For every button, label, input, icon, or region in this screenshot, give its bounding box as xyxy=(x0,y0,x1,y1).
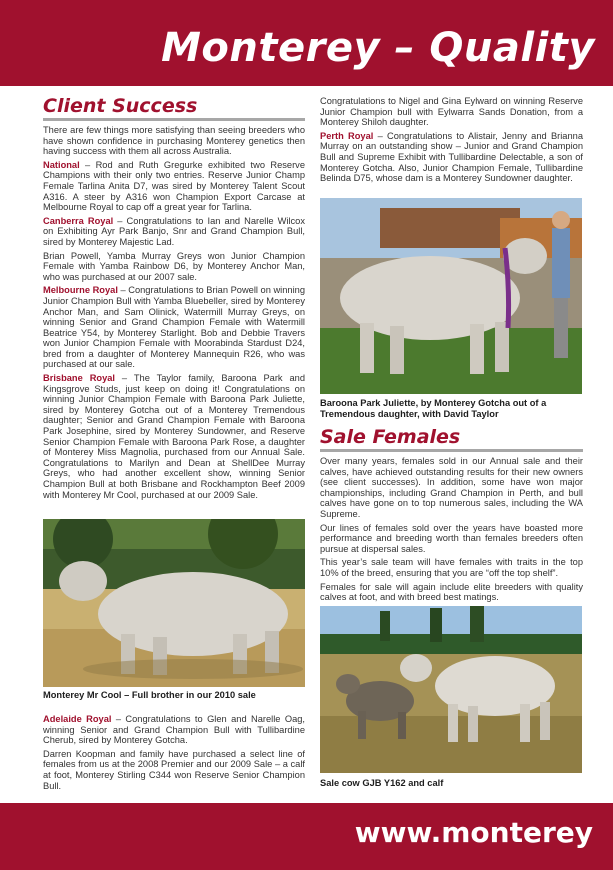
nigel-paragraph: Congratulations to Nigel and Gina Eylward on winning Reserve Junior Champion bull with Eylwarra Sands Donation, from a Monterey Shiloh daughter. xyxy=(320,96,583,128)
national-label: National xyxy=(43,159,80,170)
cow-calf-photo xyxy=(320,606,582,773)
juliette-photo xyxy=(320,198,582,394)
adelaide-label: Adelaide Royal xyxy=(43,714,112,724)
sale-paragraph-3: This year’s sale team will have females with traits in the top 10% of the breed, ensuring that you are “off the top shelf”. xyxy=(320,557,583,578)
cow-calf-photo-caption: Sale cow GJB Y162 and calf xyxy=(320,778,444,788)
sale-paragraph-4: Females for sale will again include elite breeders with quality calves at foot, and with breed best matings. xyxy=(320,581,583,603)
bull-photo xyxy=(43,519,305,687)
brian-paragraph: Brian Powell, Yamba Murray Greys won Junior Champion Female with Yamba Rainbow D6, by Monterey Anchor Man, who was purchased at our 2007 sale. xyxy=(43,250,305,282)
national-text: – Rod and Ruth Gregurke exhibited two Reserve Champions with their only two entries. Reserve Junior Champ Female Tarlina Anita D7, was sired by Monterey Talent Scout A316. A steer by A316 won Champion Export Carcase at Melbourne Royal to cap off a great year for Tarlina. xyxy=(43,159,305,213)
sale-paragraph-2: Our lines of females sold over the years have boasted more performance and breeding worth than females breeders often pursue at dispersal sales. xyxy=(320,522,583,554)
canberra-text: – Congratulations to Ian and Narelle Wilcox on Exhibiting Ayr Park Banjo, Snr and Grand Champion Bull, sired by Monterey Majestic Lad. xyxy=(43,215,305,247)
brisbane-label: Brisbane Royal xyxy=(43,373,116,384)
melbourne-label: Melbourne Royal xyxy=(43,285,118,296)
bull-photo-caption: Monterey Mr Cool – Full brother in our 2010 sale xyxy=(43,690,256,700)
adelaide-paragraph xyxy=(43,714,305,746)
sale-paragraph-1: Over many years, females sold in our Annual sale and their calves, have achieved outstanding results for their new owners (see client successes). In addition, some have won major championships, including Grand Champion in Perth, and bull calves have gone on to top numerous sales, including the WA Supreme. xyxy=(320,456,583,519)
brisbane-text: – The Taylor family, Baroona Park and Kingsgrove Studs, just keep on doing it! Congratulations on winning Junior Champion Female with Baroona Park Juliette, sired by Monterey Gotcha out of a Monterey Tremendous daughter; Senior and Grand Champion Female with Baroona Park Josephine, sired by Monterey Sundowner, and Reserve Senior Champion Female with Baroona Park Rose, a daughter of Monterey Miss Magnolia, purchased from our Annual Sale. Congratulations to Marilyn and Dean at ShellDee Murray Greys, who had another excellent show, winning Senior Champion Bull at both Brisbane and Rockhampton Beef 2009 with Monterey Mr Cool, purchased at our 2009 Sale. xyxy=(43,373,305,500)
national-paragraph xyxy=(43,160,305,213)
melbourne-paragraph xyxy=(43,285,305,370)
perth-label: Perth Royal xyxy=(320,130,374,141)
intro-paragraph: There are few things more satisfying than seeing breeders who have shown confidence in purchasing Monterey genetics then having success with them all across Australia. xyxy=(43,125,305,157)
brisbane-paragraph xyxy=(43,373,305,500)
canberra-label: Canberra Royal xyxy=(43,215,114,226)
right-column-top xyxy=(320,96,583,187)
sale-females-section xyxy=(320,426,583,606)
header-banner xyxy=(0,0,613,86)
canberra-paragraph xyxy=(43,216,305,248)
website-url[interactable]: www.monterey xyxy=(354,816,593,849)
juliette-photo-caption: Baroona Park Juliette, by Monterey Gotcha out of a Tremendous daughter, with David Taylor xyxy=(320,398,547,419)
client-success-heading: Client Success xyxy=(43,95,198,117)
darren-paragraph: Darren Koopman and family have purchased a select line of females from us at the 2008 Premier and our 2009 Sale – a calf at foot, Monterey Stirling C344 won Reserve Senior Champion Bull. xyxy=(43,748,305,791)
heading-divider xyxy=(320,449,583,452)
perth-paragraph xyxy=(320,131,583,184)
footer-banner xyxy=(0,803,613,870)
sale-females-heading: Sale Females xyxy=(320,426,461,448)
perth-text: – Congratulations to Alistair, Jenny and Brianna Murray on an outstanding show – Junior and Grand Champion Bull and Supreme Exhibit with Tullibardine Delectable, a son of Monterey Gotcha. Also, Junior Champion Female, Tullibardine Belinda D75, whose dam is a Monterey Sundowner daughter. xyxy=(320,130,583,184)
adelaide-section xyxy=(43,714,305,794)
client-success-section xyxy=(43,95,305,503)
heading-divider xyxy=(43,118,305,121)
page-title: Monterey – Quality xyxy=(161,25,595,71)
adelaide-text: – Congratulations to Glen and Narelle Oag, winning Senior and Grand Champion Bull with Tullibardine Cherub, sired by Monterey Gotcha. xyxy=(43,714,305,746)
melbourne-text: – Congratulations to Brian Powell on winning Junior Champion Bull with Yamba Bluebeller, sired by Monterey Anchor Man, and Sam Olinick, Watermill Murray Greys, on winning Senior and Grand Champion Female with Watermill Beatrice Y54, by Monterey Starlight. Bob and Debbie Travers won Junior Champion Female with Moorabinda Stardust D24, bred from a daughter of Monterey Mannequin R26, who was purchased at our sale. xyxy=(43,285,305,370)
